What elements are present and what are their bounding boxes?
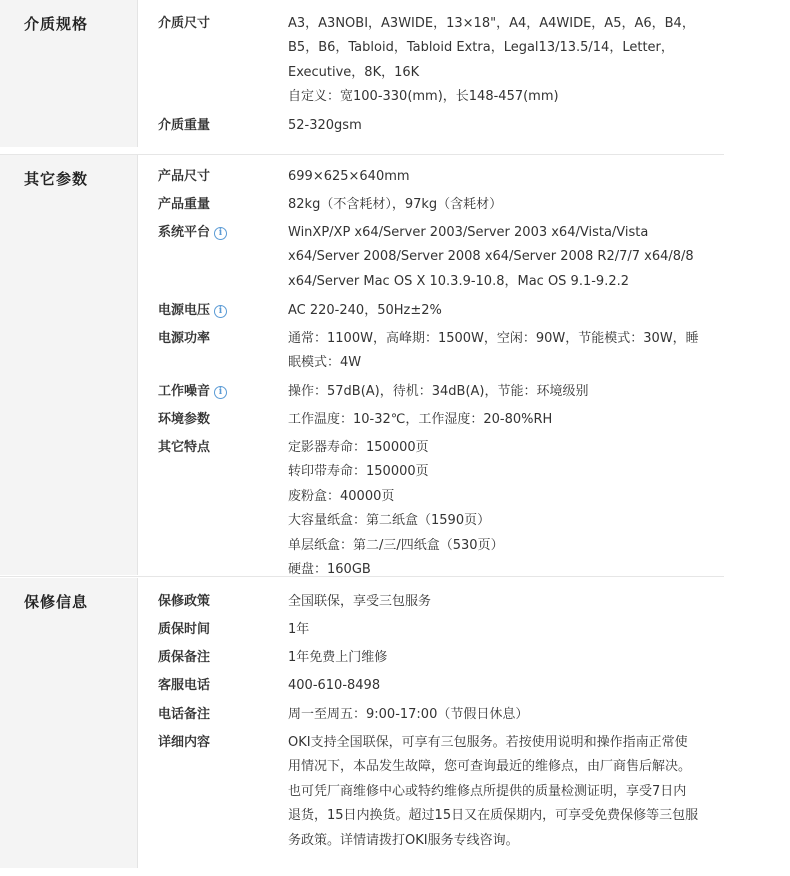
spec-label-phone-note: 电话备注 (158, 707, 211, 722)
spec-value-warranty-note: 1年免费上门维修 (288, 650, 388, 665)
info-icon[interactable]: i (214, 386, 227, 399)
spec-label-system-platform: 系统平台 i (158, 221, 227, 245)
spec-label-warranty-period: 质保时间 (158, 622, 211, 637)
spec-value-power-consumption: 通常：1100W，高峰期：1500W，空闲：90W，节能模式：30W，睡 眠模式：4W (288, 331, 699, 371)
spec-label-power-voltage: 电源电压 i (158, 299, 227, 323)
spec-label-service-phone: 客服电话 (158, 678, 211, 693)
section-title: 保修信息 (24, 593, 89, 611)
spec-value-product-weight: 82kg（不含耗材），97kg（含耗材） (288, 197, 503, 212)
info-icon[interactable]: i (214, 227, 227, 240)
spec-value-details: OKI支持全国联保，可享有三包服务。若按使用说明和操作指南正常使 用情况下，本品发生故障，您可查询最近的维修点，由厂商售后解决。 也可凭厂商维修中心或特约维修点所提供的质量检测证明，享受7日内 退货，15日内换货。超过15日又在质保期内，可享受免费保修等三包服 务政策。详情请拨打OKI服务专线咨询。 (288, 735, 699, 848)
spec-label-warranty-note: 质保备注 (158, 650, 211, 665)
spec-value-warranty-policy: 全国联保，享受三包服务 (288, 594, 432, 609)
spec-label-environment: 环境参数 (158, 412, 211, 427)
spec-label-media-weight: 介质重量 (158, 118, 211, 133)
section-title-column (0, 578, 138, 868)
spec-label-noise: 工作噪音 i (158, 380, 227, 404)
spec-label-product-weight: 产品重量 (158, 197, 211, 212)
spec-value-power-voltage: AC 220-240，50Hz±2% (288, 303, 442, 318)
spec-value-media-size: A3，A3NOBI，A3WIDE，13×18"，A4，A4WIDE，A5，A6，B4， B5，B6，Tabloid，Tabloid Extra，Legal13/13.5/14，Letter， Executive，8K，16K 自定义：宽100-330(mm)，长148-457(mm) (288, 16, 695, 105)
section-divider (0, 154, 724, 155)
section-title-column (0, 0, 138, 147)
spec-label-other-features: 其它特点 (158, 440, 211, 455)
spec-label-product-size: 产品尺寸 (158, 169, 211, 184)
spec-value-media-weight: 52-320gsm (288, 118, 362, 133)
section-title: 介质规格 (24, 15, 89, 33)
spec-value-service-phone: 400-610-8498 (288, 678, 381, 693)
spec-value-noise: 操作：57dB(A)，待机：34dB(A)，节能：环境级别 (288, 384, 589, 399)
spec-label-warranty-policy: 保修政策 (158, 594, 211, 609)
spec-value-system-platform: WinXP/XP x64/Server 2003/Server 2003 x64/Vista/Vista x64/Server 2008/Server 2008 x64/Server 2008 R2/7/7 x64/8/8 x64/Server Mac OS X 10.3.9-10.8，Mac OS 9.1-9.2.2 (288, 225, 694, 289)
spec-value-environment: 工作温度：10-32℃，工作湿度：20-80%RH (288, 412, 553, 427)
spec-label-details: 详细内容 (158, 735, 211, 750)
spec-value-phone-note: 周一至周五：9:00-17:00（节假日休息） (288, 707, 529, 722)
info-icon[interactable]: i (214, 305, 227, 318)
spec-label-power-consumption: 电源功率 (158, 331, 211, 346)
spec-value-warranty-period: 1年 (288, 622, 310, 637)
spec-value-product-size: 699×625×640mm (288, 169, 410, 184)
spec-label-media-size: 介质尺寸 (158, 16, 211, 31)
section-title-column (0, 155, 138, 575)
section-title: 其它参数 (24, 170, 89, 188)
spec-value-other-features: 定影器寿命：150000页 转印带寿命：150000页 废粉盒：40000页 大容量纸盒：第二纸盒（1590页） 单层纸盒：第二/三/四纸盒（530页） 硬盘：160GB (288, 440, 504, 578)
